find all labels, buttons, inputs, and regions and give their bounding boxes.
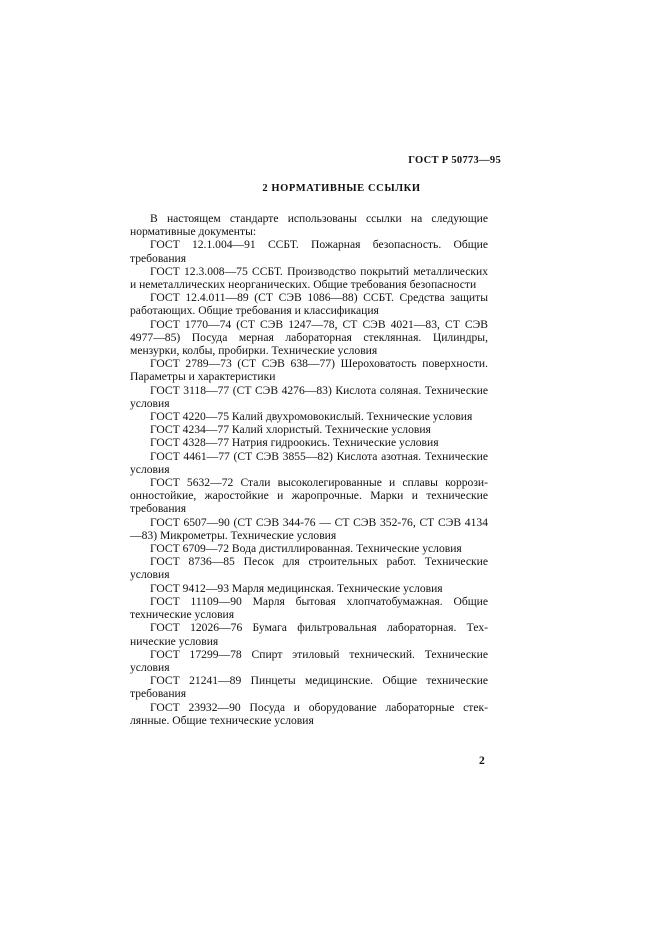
reference-item: ГОСТ 6507—90 (СТ СЭВ 344-76 — СТ СЭВ 352-76, СТ СЭВ 4134—83) Микрометры. Технические условия (130, 515, 488, 542)
reference-item: ГОСТ 1770—74 (СТ СЭВ 1247—78, СТ СЭВ 4021—83, СТ СЭВ 4977—85) Посуда мерная лабораторная стеклянная. Цилиндры, мензурки, колбы, пробирки. Технические условия (130, 317, 488, 358)
reference-item: ГОСТ 2789—73 (СТ СЭВ 638—77) Шероховатость поверхности. Параметры и характеристики (130, 357, 488, 384)
section-title: 2 НОРМАТИВНЫЕ ССЫЛКИ (262, 183, 421, 194)
reference-item: ГОСТ 4461—77 (СТ СЭВ 3855—82) Кислота азотная. Технические условия (130, 449, 488, 476)
reference-item: ГОСТ 6709—72 Вода дистиллированная. Технические условия (150, 542, 462, 556)
reference-item: ГОСТ 4328—77 Натрия гидроокись. Технические условия (150, 436, 439, 450)
document-id-header: ГОСТ Р 50773—95 (408, 155, 501, 166)
page-number: 2 (479, 755, 485, 767)
reference-item: ГОСТ 23932—90 Посуда и оборудование лабораторные стеклянные. Общие технические условия (130, 700, 488, 727)
reference-item: ГОСТ 12026—76 Бумага фильтровальная лабораторная. Технические условия (130, 621, 488, 648)
references-body (130, 212, 488, 727)
reference-item: ГОСТ 12.1.004—91 ССБТ. Пожарная безопасность. Общие требования (130, 238, 488, 265)
reference-item: ГОСТ 8736—85 Песок для строительных работ. Технические условия (130, 555, 488, 582)
reference-item: ГОСТ 3118—77 (СТ СЭВ 4276—83) Кислота соляная. Технические условия (130, 383, 488, 410)
reference-item: ГОСТ 4234—77 Калий хлористый. Технические условия (150, 423, 431, 437)
reference-item: ГОСТ 4220—75 Калий двухромовокислый. Технические условия (150, 410, 473, 424)
reference-item: ГОСТ 9412—93 Марля медицинская. Технические условия (150, 581, 443, 595)
reference-item: ГОСТ 12.3.008—75 ССБТ. Производство покрытий металлических и неметаллических неорганических. Общие требования безопасности (130, 264, 488, 292)
reference-item: ГОСТ 11109—90 Марля бытовая хлопчатобумажная. Общие технические условия (130, 594, 488, 622)
reference-item: ГОСТ 12.4.011—89 (СТ СЭВ 1086—88) ССБТ. Средства защиты работающих. Общие требования и классификация (130, 291, 488, 318)
reference-item: ГОСТ 21241—89 Пинцеты медицинские. Общие технические требования (130, 674, 488, 701)
reference-item: ГОСТ 5632—72 Стали высоколегированные и сплавы коррозионностойкие, жаростойкие и жаропрочные. Марки и технические требования (130, 476, 488, 516)
intro-paragraph: В настоящем стандарте использованы ссылки на следующие нормативные документы: (130, 212, 488, 239)
reference-item: ГОСТ 17299—78 Спирт этиловый технический. Технические условия (130, 647, 488, 674)
